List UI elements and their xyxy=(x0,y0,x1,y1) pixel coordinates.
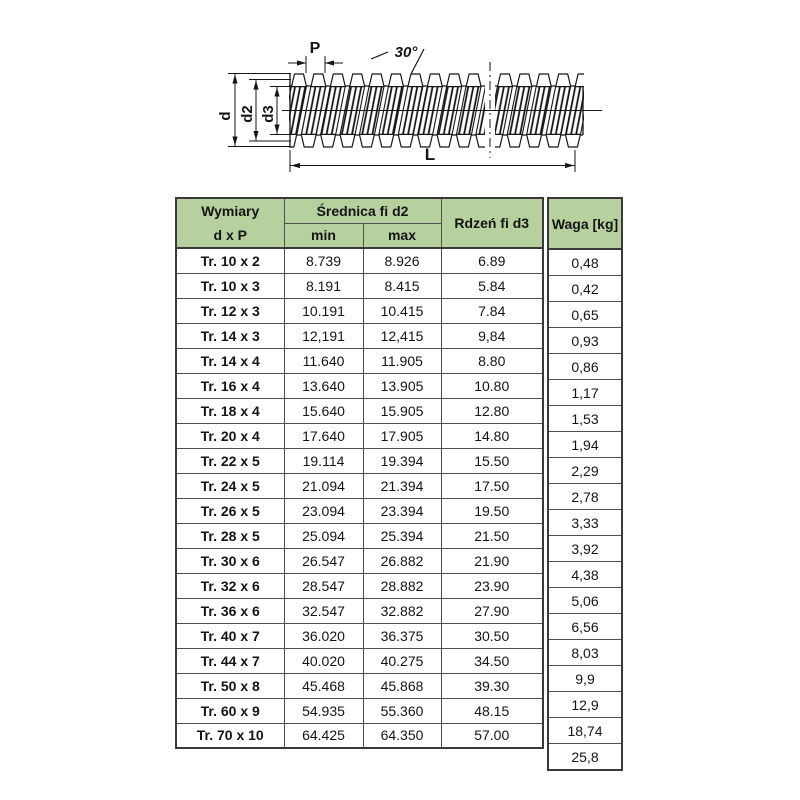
cell-d2-max: 32.882 xyxy=(363,598,441,623)
cell-d2-max: 8.926 xyxy=(363,248,441,273)
cell-d2-max: 36.375 xyxy=(363,623,441,648)
cell-dimension: Tr. 10 x 3 xyxy=(176,273,284,298)
cell-d2-max: 12,415 xyxy=(363,323,441,348)
cell-d3: 6.89 xyxy=(441,248,543,273)
cell-d2-min: 11.640 xyxy=(284,348,363,373)
cell-weight: 1,17 xyxy=(548,380,622,406)
table-row xyxy=(176,498,543,523)
table-row xyxy=(176,523,543,548)
spec-table-body xyxy=(176,248,543,748)
cell-d2-max: 45.868 xyxy=(363,673,441,698)
cell-d2-max: 23.394 xyxy=(363,498,441,523)
table-row xyxy=(176,623,543,648)
cell-d3: 15.50 xyxy=(441,448,543,473)
weight-table xyxy=(547,197,623,771)
cell-d3: 19.50 xyxy=(441,498,543,523)
cell-d3: 8.80 xyxy=(441,348,543,373)
cell-d2-min: 13.640 xyxy=(284,373,363,398)
weight-row xyxy=(548,302,622,328)
cell-d2-max: 17.905 xyxy=(363,423,441,448)
cell-dimension: Tr. 36 x 6 xyxy=(176,598,284,623)
cell-dimension: Tr. 14 x 3 xyxy=(176,323,284,348)
cell-d3: 39.30 xyxy=(441,673,543,698)
cell-dimension: Tr. 18 x 4 xyxy=(176,398,284,423)
cell-d2-max: 40.275 xyxy=(363,648,441,673)
cell-d2-min: 8.739 xyxy=(284,248,363,273)
cell-d2-max: 28.882 xyxy=(363,573,441,598)
weight-row xyxy=(548,406,622,432)
cell-d2-min: 28.547 xyxy=(284,573,363,598)
cell-d3: 48.15 xyxy=(441,698,543,723)
thread-angle-label: 30° xyxy=(394,44,418,61)
cell-d2-max: 64.350 xyxy=(363,723,441,748)
cell-dimension: Tr. 12 x 3 xyxy=(176,298,284,323)
cell-dimension: Tr. 10 x 2 xyxy=(176,248,284,273)
cell-weight: 3,92 xyxy=(548,536,622,562)
table-row xyxy=(176,348,543,373)
cell-weight: 18,74 xyxy=(548,718,622,744)
weight-row xyxy=(548,328,622,354)
cell-d2-max: 8.415 xyxy=(363,273,441,298)
thread-geometry xyxy=(228,49,602,172)
cell-d3: 17.50 xyxy=(441,473,543,498)
weight-row xyxy=(548,249,622,276)
table-row xyxy=(176,248,543,273)
weight-table-body xyxy=(548,249,622,770)
cell-weight: 1,94 xyxy=(548,432,622,458)
table-row xyxy=(176,273,543,298)
weight-row xyxy=(548,380,622,406)
table-row xyxy=(176,598,543,623)
weight-row xyxy=(548,666,622,692)
weight-row xyxy=(548,588,622,614)
cell-dimension: Tr. 32 x 6 xyxy=(176,573,284,598)
diameter-d2-label: d2 xyxy=(239,105,256,123)
diameter-d-label: d xyxy=(217,111,234,121)
weight-row xyxy=(548,718,622,744)
weight-row xyxy=(548,536,622,562)
weight-row xyxy=(548,432,622,458)
cell-weight: 4,38 xyxy=(548,562,622,588)
cell-d2-min: 19.114 xyxy=(284,448,363,473)
table-row xyxy=(176,473,543,498)
cell-d2-max: 55.360 xyxy=(363,698,441,723)
cell-dimension: Tr. 40 x 7 xyxy=(176,623,284,648)
weight-row xyxy=(548,276,622,302)
cell-d2-min: 36.020 xyxy=(284,623,363,648)
cell-d2-max: 26.882 xyxy=(363,548,441,573)
weight-row xyxy=(548,744,622,771)
cell-dimension: Tr. 16 x 4 xyxy=(176,373,284,398)
cell-d2-min: 17.640 xyxy=(284,423,363,448)
cell-weight: 0,42 xyxy=(548,276,622,302)
weight-row xyxy=(548,510,622,536)
dimensions-table xyxy=(175,197,544,749)
cell-d2-max: 21.394 xyxy=(363,473,441,498)
weight-row xyxy=(548,562,622,588)
cell-weight: 0,93 xyxy=(548,328,622,354)
header-dims-title: Wymiary xyxy=(201,203,260,219)
weight-row xyxy=(548,640,622,666)
header-d2-max: max xyxy=(363,223,441,248)
cell-d2-min: 54.935 xyxy=(284,698,363,723)
cell-d3: 57.00 xyxy=(441,723,543,748)
cell-d2-min: 32.547 xyxy=(284,598,363,623)
cell-weight: 2,78 xyxy=(548,484,622,510)
cell-dimension: Tr. 14 x 4 xyxy=(176,348,284,373)
thread-drawing xyxy=(0,0,800,195)
weight-row xyxy=(548,614,622,640)
cell-d2-min: 10.191 xyxy=(284,298,363,323)
cell-d3: 34.50 xyxy=(441,648,543,673)
cell-dimension: Tr. 60 x 9 xyxy=(176,698,284,723)
cell-d2-min: 21.094 xyxy=(284,473,363,498)
diameter-d3-label: d3 xyxy=(260,105,277,123)
cell-weight: 9,9 xyxy=(548,666,622,692)
cell-d2-min: 23.094 xyxy=(284,498,363,523)
cell-dimension: Tr. 30 x 6 xyxy=(176,548,284,573)
table-row xyxy=(176,548,543,573)
cell-dimension: Tr. 50 x 8 xyxy=(176,673,284,698)
table-row xyxy=(176,698,543,723)
cell-weight: 0,86 xyxy=(548,354,622,380)
header-d2-min: min xyxy=(284,223,363,248)
weight-row xyxy=(548,354,622,380)
header-d3: Rdzeń fi d3 xyxy=(441,198,543,248)
cell-dimension: Tr. 28 x 5 xyxy=(176,523,284,548)
header-dims-subtitle: d x P xyxy=(213,227,247,243)
cell-weight: 1,53 xyxy=(548,406,622,432)
cell-d3: 7.84 xyxy=(441,298,543,323)
cell-dimension: Tr. 22 x 5 xyxy=(176,448,284,473)
table-row xyxy=(176,648,543,673)
cell-d3: 9,84 xyxy=(441,323,543,348)
cell-d2-min: 26.547 xyxy=(284,548,363,573)
cell-dimension: Tr. 20 x 4 xyxy=(176,423,284,448)
table-row xyxy=(176,573,543,598)
cell-weight: 2,29 xyxy=(548,458,622,484)
pitch-dimension-label: P xyxy=(309,40,321,57)
cell-d3: 30.50 xyxy=(441,623,543,648)
table-row xyxy=(176,423,543,448)
cell-weight: 5,06 xyxy=(548,588,622,614)
cell-dimension: Tr. 70 x 10 xyxy=(176,723,284,748)
table-row xyxy=(176,298,543,323)
cell-weight: 0,65 xyxy=(548,302,622,328)
cell-d2-min: 45.468 xyxy=(284,673,363,698)
table-row xyxy=(176,323,543,348)
cell-d2-max: 19.394 xyxy=(363,448,441,473)
cell-d2-min: 25.094 xyxy=(284,523,363,548)
cell-weight: 0,48 xyxy=(548,249,622,276)
cell-weight: 6,56 xyxy=(548,614,622,640)
header-weight: Waga [kg] xyxy=(548,198,622,249)
cell-weight: 25,8 xyxy=(548,744,622,771)
cell-dimension: Tr. 26 x 5 xyxy=(176,498,284,523)
cell-weight: 3,33 xyxy=(548,510,622,536)
cell-dimension: Tr. 24 x 5 xyxy=(176,473,284,498)
cell-weight: 8,03 xyxy=(548,640,622,666)
cell-d2-max: 11.905 xyxy=(363,348,441,373)
cell-d2-max: 15.905 xyxy=(363,398,441,423)
weight-row xyxy=(548,692,622,718)
cell-d3: 5.84 xyxy=(441,273,543,298)
table-row xyxy=(176,398,543,423)
table-row xyxy=(176,723,543,748)
cell-d3: 21.50 xyxy=(441,523,543,548)
header-d2: Średnica fi d2 xyxy=(284,198,441,223)
cell-dimension: Tr. 44 x 7 xyxy=(176,648,284,673)
weight-row xyxy=(548,484,622,510)
cell-d2-max: 10.415 xyxy=(363,298,441,323)
cell-d3: 10.80 xyxy=(441,373,543,398)
cell-d3: 14.80 xyxy=(441,423,543,448)
cell-d2-max: 13.905 xyxy=(363,373,441,398)
cell-d2-max: 25.394 xyxy=(363,523,441,548)
cell-d2-min: 15.640 xyxy=(284,398,363,423)
cell-weight: 12,9 xyxy=(548,692,622,718)
cell-d3: 21.90 xyxy=(441,548,543,573)
table-row xyxy=(176,373,543,398)
header-dims xyxy=(176,198,284,248)
table-row xyxy=(176,448,543,473)
cell-d3: 27.90 xyxy=(441,598,543,623)
table-row xyxy=(176,673,543,698)
cell-d2-min: 12,191 xyxy=(284,323,363,348)
weight-row xyxy=(548,458,622,484)
cell-d2-min: 40.020 xyxy=(284,648,363,673)
cell-d2-min: 8.191 xyxy=(284,273,363,298)
length-dimension-label: L xyxy=(424,145,436,164)
cell-d3: 23.90 xyxy=(441,573,543,598)
cell-d3: 12.80 xyxy=(441,398,543,423)
cell-d2-min: 64.425 xyxy=(284,723,363,748)
